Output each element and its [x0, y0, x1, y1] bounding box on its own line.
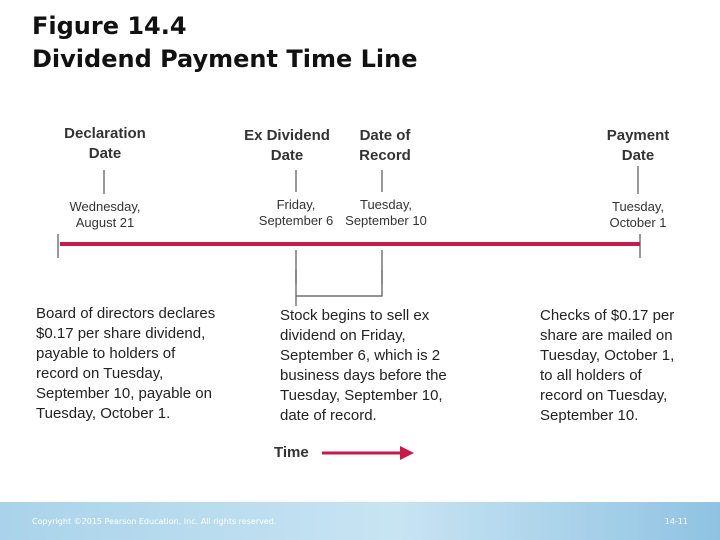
time-label: Time: [274, 444, 309, 461]
copyright-text: Copyright ©2015 Pearson Education, Inc. All rights reserved.: [32, 517, 277, 526]
declaration-date-header: Declaration Date: [64, 125, 146, 162]
ex-dividend-description: Stock begins to sell ex dividend on Friday, September 6, which is 2 business days before the Tuesday, September 10, date of record.: [280, 307, 447, 424]
declaration-description: Board of directors declares $0.17 per share dividend, payable to holders of record on Tuesday, September 10, payable on Tuesday, October 1.: [36, 305, 216, 422]
ex-dividend-date-header: Ex Dividend Date: [244, 127, 330, 164]
footer-bar: [0, 502, 720, 540]
time-arrow-head: [400, 446, 414, 460]
ex-dividend-date-label: Friday, September 6: [258, 197, 334, 228]
figure-title: Dividend Payment Time Line: [32, 45, 418, 73]
page-number: 14-11: [664, 517, 688, 526]
figure-number: Figure 14.4: [32, 12, 187, 40]
payment-date-label: Tuesday, October 1: [609, 199, 667, 230]
record-date-label: Tuesday, September 10: [345, 197, 427, 228]
record-date-header: Date of Record: [359, 127, 411, 164]
payment-description: Checks of $0.17 per share are mailed on Tuesday, October 1, to all holders of record on Tuesday, September 10.: [540, 307, 675, 424]
declaration-date-label: Wednesday, August 21: [69, 199, 141, 230]
payment-date-header: Payment Date: [606, 127, 670, 164]
ex-dividend-record-bracket: [296, 270, 382, 296]
